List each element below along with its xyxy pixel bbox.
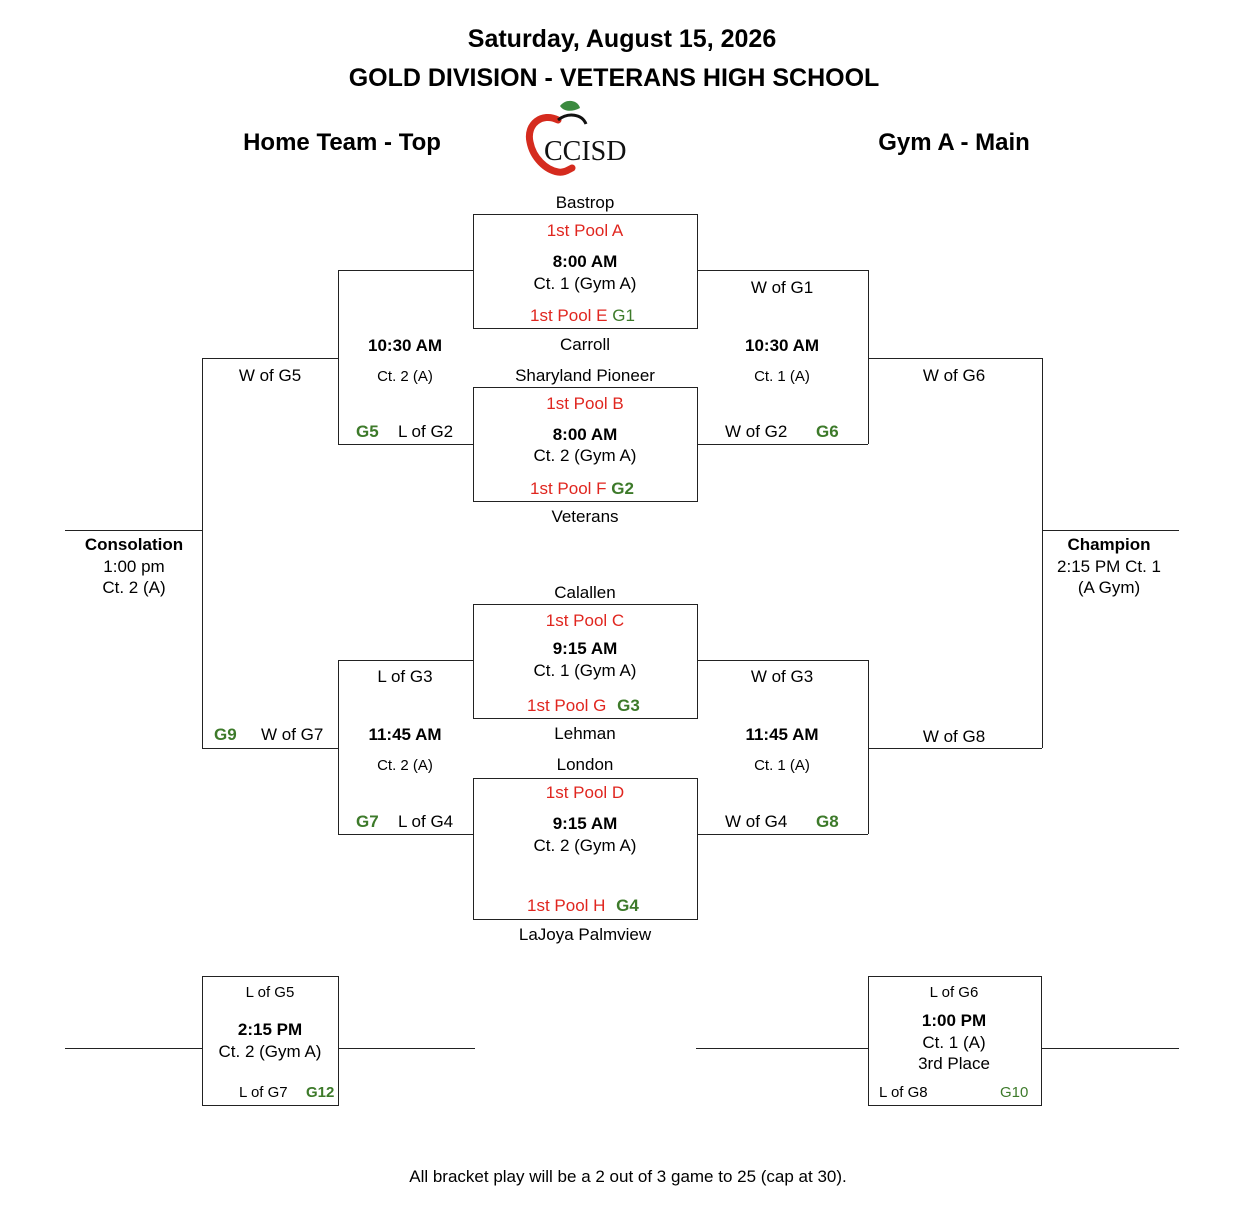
division-title: GOLD DIVISION - VETERANS HIGH SCHOOL bbox=[348, 64, 880, 92]
g10-court: Ct. 1 (A) bbox=[922, 1033, 986, 1052]
g12-id: G12 bbox=[306, 1084, 335, 1101]
g2-seed-bottom-line bbox=[530, 479, 634, 499]
g10-id: G10 bbox=[1000, 1084, 1029, 1101]
bracket-line bbox=[698, 660, 868, 661]
ccisd-logo bbox=[522, 98, 648, 178]
bracket-line bbox=[338, 270, 473, 271]
g3-top-team: Calallen bbox=[554, 583, 616, 602]
g6-top: W of G1 bbox=[750, 278, 814, 297]
g8-bottom: W of G4 bbox=[725, 812, 788, 831]
g2-court: Ct. 2 (Gym A) bbox=[533, 446, 637, 465]
bracket-line bbox=[868, 358, 1042, 359]
g8-top: W of G3 bbox=[750, 667, 814, 686]
g4-time: 9:15 AM bbox=[552, 814, 618, 833]
champion-label: Champion bbox=[1067, 535, 1151, 554]
bracket-line bbox=[339, 1048, 475, 1049]
g8-id: G8 bbox=[816, 812, 839, 831]
champion-court: (A Gym) bbox=[1077, 578, 1141, 597]
bracket-line bbox=[868, 270, 869, 444]
g7-time: 11:45 AM bbox=[368, 725, 442, 744]
bracket-line bbox=[868, 748, 1042, 749]
bracket-line bbox=[202, 748, 338, 749]
g1-time: 8:00 AM bbox=[552, 252, 618, 271]
g2-seed-top: 1st Pool B bbox=[546, 394, 624, 413]
g3-id: G3 bbox=[617, 696, 640, 715]
g6-bottom: W of G2 bbox=[725, 422, 788, 441]
g4-bottom-team: LaJoya Palmview bbox=[518, 925, 652, 944]
g10-top: L of G6 bbox=[929, 984, 979, 1001]
consolation-court: Ct. 2 (A) bbox=[102, 578, 166, 597]
bracket-line bbox=[65, 530, 202, 531]
g1-seed-top: 1st Pool A bbox=[546, 221, 624, 240]
g3-seed-bottom-line bbox=[527, 696, 640, 716]
g6-id: G6 bbox=[816, 422, 839, 441]
gym-note: Gym A - Main bbox=[878, 129, 1030, 156]
g9-bottom: W of G7 bbox=[261, 725, 324, 744]
g5-court: Ct. 2 (A) bbox=[377, 368, 433, 385]
bracket-line bbox=[338, 270, 339, 444]
bracket-line bbox=[1042, 1048, 1179, 1049]
champion-time: 2:15 PM Ct. 1 bbox=[1057, 557, 1161, 576]
g5-bottom: L of G2 bbox=[398, 422, 454, 441]
g4-seed-bottom-line bbox=[527, 896, 639, 916]
bracket-line bbox=[1042, 530, 1179, 531]
consolation-label: Consolation bbox=[84, 535, 184, 554]
g1-top-team: Bastrop bbox=[555, 193, 615, 212]
g1-seed-bottom: 1st Pool E bbox=[530, 306, 608, 325]
g12-bottom: L of G7 bbox=[239, 1084, 288, 1101]
g2-seed-bottom: 1st Pool F bbox=[530, 479, 607, 498]
g6-time: 10:30 AM bbox=[744, 336, 820, 355]
g10-time: 1:00 PM bbox=[921, 1011, 987, 1030]
bracket-line bbox=[696, 1048, 868, 1049]
g5-time: 10:30 AM bbox=[367, 336, 443, 355]
g1-court: Ct. 1 (Gym A) bbox=[533, 274, 637, 293]
bracket-line bbox=[338, 660, 473, 661]
g8-time: 11:45 AM bbox=[745, 725, 819, 744]
g1-id: G1 bbox=[612, 306, 635, 325]
g12-time: 2:15 PM bbox=[237, 1020, 303, 1039]
footer-note: All bracket play will be a 2 out of 3 game to 25 (cap at 30). bbox=[409, 1167, 847, 1186]
g5-id: G5 bbox=[356, 422, 379, 441]
bracket-line bbox=[202, 358, 338, 359]
g1-seed-bottom-line bbox=[530, 306, 635, 326]
bracket-line bbox=[338, 660, 339, 834]
bracket-line bbox=[868, 660, 869, 834]
g7-id: G7 bbox=[356, 812, 379, 831]
g11-top: W of G6 bbox=[922, 366, 986, 385]
g12-court: Ct. 2 (Gym A) bbox=[218, 1042, 322, 1061]
leaf-icon bbox=[560, 101, 580, 111]
g3-court: Ct. 1 (Gym A) bbox=[533, 661, 637, 680]
g11-bottom: W of G8 bbox=[922, 727, 986, 746]
g2-top-team: Sharyland Pioneer bbox=[515, 366, 655, 385]
consolation-time: 1:00 pm bbox=[103, 557, 165, 576]
bracket-line bbox=[698, 834, 868, 835]
g2-bottom-team: Veterans bbox=[551, 507, 619, 526]
g3-bottom-team: Lehman bbox=[554, 724, 616, 743]
g3-seed-bottom: 1st Pool G bbox=[527, 696, 607, 715]
g6-court: Ct. 1 (A) bbox=[754, 368, 810, 385]
logo-text: CCISD bbox=[544, 136, 627, 167]
g3-seed-top: 1st Pool C bbox=[545, 611, 625, 630]
g4-seed-top: 1st Pool D bbox=[545, 783, 625, 802]
bracket-line bbox=[1042, 358, 1043, 748]
bracket-line bbox=[338, 444, 473, 445]
g7-court: Ct. 2 (A) bbox=[377, 757, 433, 774]
g10-bottom: L of G8 bbox=[879, 1084, 928, 1101]
g4-seed-bottom: 1st Pool H bbox=[527, 896, 606, 915]
bracket-line bbox=[698, 270, 868, 271]
g10-note: 3rd Place bbox=[918, 1054, 990, 1073]
g8-court: Ct. 1 (A) bbox=[754, 757, 810, 774]
g1-bottom-team: Carroll bbox=[559, 335, 611, 354]
bracket-line bbox=[698, 444, 868, 445]
g4-court: Ct. 2 (Gym A) bbox=[533, 836, 637, 855]
g9-top: W of G5 bbox=[238, 366, 302, 385]
home-team-note: Home Team - Top bbox=[243, 129, 441, 156]
page-date: Saturday, August 15, 2026 bbox=[467, 25, 777, 53]
bracket-line bbox=[202, 358, 203, 748]
g2-id: G2 bbox=[611, 479, 634, 498]
g2-time: 8:00 AM bbox=[552, 425, 618, 444]
bracket-line bbox=[338, 834, 473, 835]
g7-bottom: L of G4 bbox=[398, 812, 454, 831]
g12-top: L of G5 bbox=[245, 984, 295, 1001]
g7-top: L of G3 bbox=[377, 667, 433, 686]
bracket-line bbox=[65, 1048, 202, 1049]
g9-id: G9 bbox=[214, 725, 237, 744]
g3-time: 9:15 AM bbox=[552, 639, 618, 658]
g4-top-team: London bbox=[556, 755, 614, 774]
g4-id: G4 bbox=[616, 896, 639, 915]
